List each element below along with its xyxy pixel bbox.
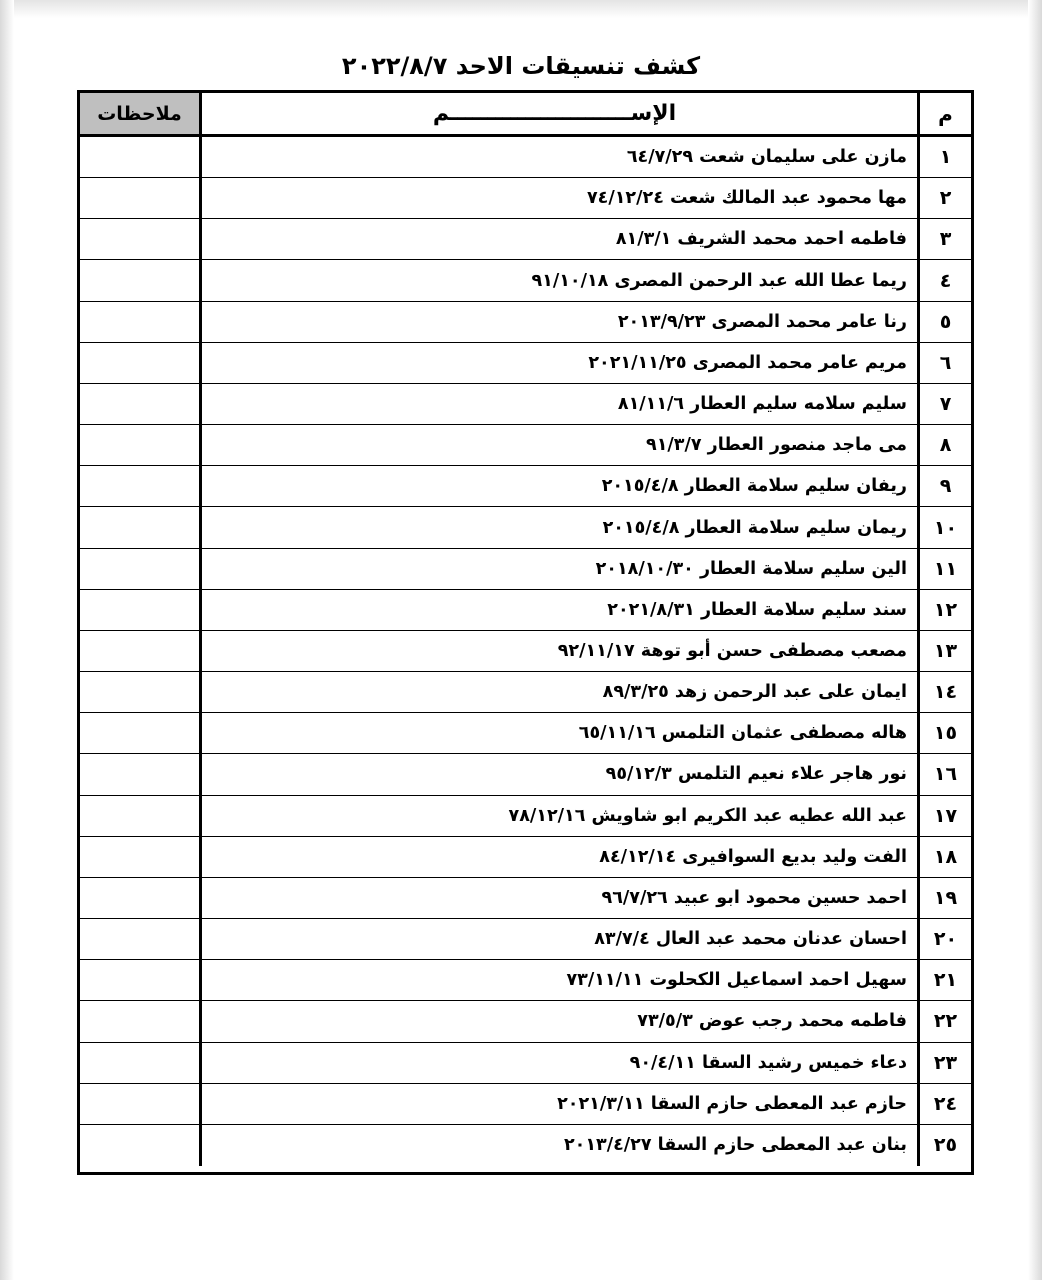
row-notes (80, 672, 202, 712)
table-row (80, 960, 971, 1001)
table-row (80, 878, 971, 919)
row-notes (80, 1043, 202, 1083)
row-name: مصعب مصطفى حسن أبو توهة ٩٢/١١/١٧ (202, 631, 920, 671)
row-notes (80, 302, 202, 342)
row-name: سند سليم سلامة العطار ٢٠٢١/٨/٣١ (202, 590, 920, 630)
row-number: ١٢ (933, 598, 958, 621)
row-number: ١٣ (933, 639, 958, 662)
row-name: الين سليم سلامة العطار ٢٠١٨/١٠/٣٠ (202, 549, 920, 589)
row-number: ٨ (939, 434, 952, 457)
row-number: ١٤ (933, 681, 958, 704)
row-number: ٧ (939, 393, 952, 416)
row-notes (80, 919, 202, 959)
row-notes (80, 1084, 202, 1124)
row-number: ١٩ (933, 886, 958, 909)
table-row (80, 672, 971, 713)
row-notes (80, 549, 202, 589)
row-name: رنا عامر محمد المصرى ٢٠١٣/٩/٢٣ (202, 302, 920, 342)
page-edge-right (1028, 0, 1042, 1280)
row-notes (80, 466, 202, 506)
row-name: مى ماجد منصور العطار ٩١/٣/٧ (202, 425, 920, 465)
table-row (80, 1001, 971, 1042)
table-row (80, 466, 971, 507)
row-notes (80, 219, 202, 259)
row-notes (80, 713, 202, 753)
row-number: ١٥ (933, 722, 958, 745)
row-name: ريفان سليم سلامة العطار ٢٠١٥/٤/٨ (202, 466, 920, 506)
row-number: ٢٢ (933, 1010, 958, 1033)
row-number: ٥ (939, 310, 952, 333)
row-notes (80, 1001, 202, 1041)
header-notes: ملاحظات (80, 93, 202, 134)
row-number: ٢٥ (933, 1134, 958, 1157)
table-row (80, 137, 971, 178)
header-name: الإســــــــــــــــــــــــم (202, 93, 920, 134)
table-row (80, 549, 971, 590)
row-number: ١ (939, 146, 952, 169)
names-table (77, 90, 974, 1175)
row-notes (80, 878, 202, 918)
row-name: ريمان سليم سلامة العطار ٢٠١٥/٤/٨ (202, 507, 920, 547)
row-number: ١٧ (933, 804, 958, 827)
row-number: ٤ (939, 269, 952, 292)
row-number: ١٨ (933, 845, 958, 868)
row-name: نور هاجر علاء نعيم التلمس ٩٥/١٢/٣ (202, 754, 920, 794)
row-notes (80, 343, 202, 383)
row-name: الفت وليد بديع السوافيرى ٨٤/١٢/١٤ (202, 837, 920, 877)
table-row (80, 302, 971, 343)
row-notes (80, 507, 202, 547)
table-row (80, 837, 971, 878)
row-number: ٢٠ (933, 928, 958, 951)
header-number: م (938, 101, 953, 126)
row-number: ٦ (939, 351, 952, 374)
row-name: مازن على سليمان شعت ٦٤/٧/٢٩ (202, 137, 920, 177)
row-number: ٢٣ (933, 1051, 958, 1074)
table-row (80, 631, 971, 672)
row-name: فاطمه احمد محمد الشريف ٨١/٣/١ (202, 219, 920, 259)
row-number: ٩ (939, 475, 952, 498)
table-row (80, 919, 971, 960)
table-header-row (80, 93, 971, 137)
row-name: مها محمود عبد المالك شعت ٧٤/١٢/٢٤ (202, 178, 920, 218)
table-row (80, 384, 971, 425)
row-number: ١٠ (933, 516, 958, 539)
row-notes (80, 590, 202, 630)
page-edge-left (0, 0, 14, 1280)
row-name: احسان عدنان محمد عبد العال ٨٣/٧/٤ (202, 919, 920, 959)
row-notes (80, 137, 202, 177)
table-row (80, 260, 971, 301)
table-row (80, 343, 971, 384)
row-notes (80, 631, 202, 671)
row-name: هاله مصطفى عثمان التلمس ٦٥/١١/١٦ (202, 713, 920, 753)
page-edge-top (0, 0, 1042, 18)
row-name: ايمان على عبد الرحمن زهد ٨٩/٣/٢٥ (202, 672, 920, 712)
row-notes (80, 425, 202, 465)
row-name: ريما عطا الله عبد الرحمن المصرى ٩١/١٠/١٨ (202, 260, 920, 300)
table-row (80, 219, 971, 260)
table-row (80, 1084, 971, 1125)
row-number: ٢١ (933, 969, 958, 992)
row-number: ٣ (939, 228, 952, 251)
row-notes (80, 754, 202, 794)
row-notes (80, 1125, 202, 1166)
row-name: دعاء خميس رشيد السقا ٩٠/٤/١١ (202, 1043, 920, 1083)
row-name: مريم عامر محمد المصرى ٢٠٢١/١١/٢٥ (202, 343, 920, 383)
row-notes (80, 384, 202, 424)
table-row (80, 590, 971, 631)
row-number: ٢٤ (933, 1092, 958, 1115)
row-notes (80, 796, 202, 836)
row-name: سليم سلامه سليم العطار ٨١/١١/٦ (202, 384, 920, 424)
row-notes (80, 960, 202, 1000)
row-name: سهيل احمد اسماعيل الكحلوت ٧٣/١١/١١ (202, 960, 920, 1000)
row-name: عبد الله عطيه عبد الكريم ابو شاويش ٧٨/١٢/١٦ (202, 796, 920, 836)
table-row (80, 1125, 971, 1166)
row-name: فاطمه محمد رجب عوض ٧٣/٥/٣ (202, 1001, 920, 1041)
table-row (80, 1043, 971, 1084)
table-row (80, 178, 971, 219)
row-number: ٢ (939, 187, 952, 210)
table-row (80, 796, 971, 837)
table-row (80, 713, 971, 754)
row-notes (80, 837, 202, 877)
table-row (80, 425, 971, 466)
row-name: حازم عبد المعطى حازم السقا ٢٠٢١/٣/١١ (202, 1084, 920, 1124)
document-title: كشف تنسيقات الاحد ٢٠٢٢/٨/٧ (341, 52, 701, 80)
table-row (80, 507, 971, 548)
row-notes (80, 178, 202, 218)
row-notes (80, 260, 202, 300)
row-name: احمد حسين محمود ابو عبيد ٩٦/٧/٢٦ (202, 878, 920, 918)
row-number: ١٦ (933, 763, 958, 786)
row-name: بنان عبد المعطى حازم السقا ٢٠١٣/٤/٢٧ (202, 1125, 920, 1166)
table-row (80, 754, 971, 795)
row-number: ١١ (933, 557, 958, 580)
